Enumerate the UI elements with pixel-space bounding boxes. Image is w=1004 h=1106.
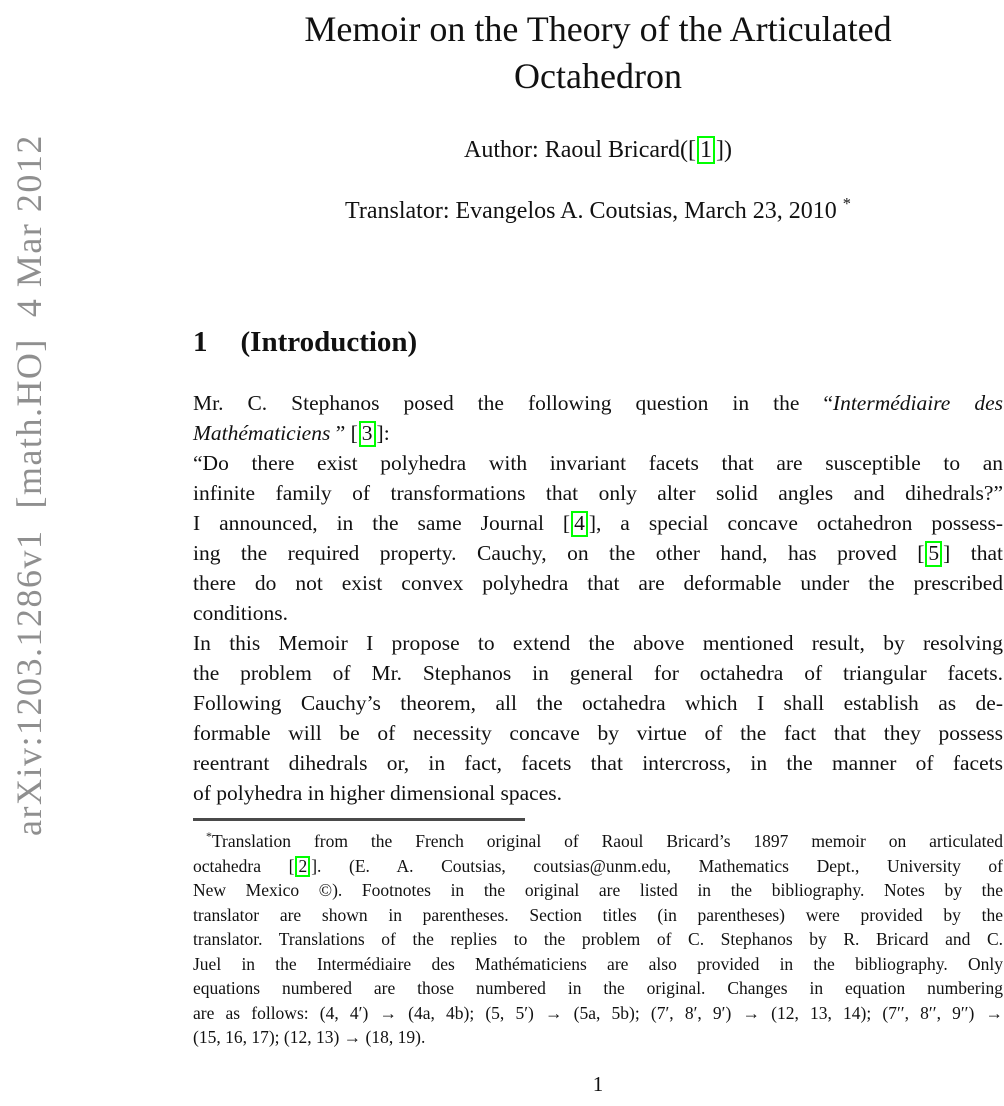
text-line — [193, 388, 1003, 418]
citation-link[interactable]: 5 — [925, 541, 942, 567]
section-number: 1 — [193, 326, 208, 358]
text-span: the problem of Mr. Stephanos in general for octahedra of triangular facets. — [193, 661, 1003, 685]
translator-line — [193, 194, 1003, 225]
text-line — [193, 952, 1003, 977]
footnote-marker: * — [206, 829, 212, 844]
italic-text: Mathématiciens — [193, 421, 331, 445]
text-line — [193, 976, 1003, 1001]
text-span: Following Cauchy’s theorem, all the octahedra which I shall establish as de- — [193, 691, 1003, 715]
text-line — [193, 878, 1003, 903]
paper-title-line-1: Memoir on the Theory of the Articulated — [304, 9, 892, 49]
text-line — [193, 829, 1003, 854]
italic-text: Intermédiaire des — [832, 391, 1003, 415]
citation-link[interactable]: 2 — [295, 856, 310, 878]
text-line — [193, 903, 1003, 928]
text-line — [193, 538, 1003, 568]
text-span: ” [ — [330, 421, 358, 445]
section-heading — [193, 325, 1003, 359]
text-line — [193, 598, 1003, 628]
text-line — [193, 478, 1003, 508]
text-span: reentrant dihedrals or, in fact, facets that intercross, in the manner of facets — [193, 751, 1003, 775]
text-span: New Mexico ©). Footnotes in the original are listed in the bibliography. Notes by the — [193, 880, 1003, 900]
text-span: ing the required property. Cauchy, on the other hand, has proved [ — [193, 541, 925, 565]
text-span: ]) — [715, 137, 732, 163]
text-line — [193, 927, 1003, 952]
text-span: ] that — [943, 541, 1004, 565]
arxiv-stamp: arXiv:1203.1286v1 [math.HO] 4 Mar 2012 — [9, 134, 49, 836]
text-span: infinite family of transformations that only alter solid angles and dihedrals?” — [193, 481, 1003, 505]
text-line — [193, 628, 1003, 658]
text-span: Mr. C. Stephanos posed the following question in the “ — [193, 391, 833, 415]
text-span: translator are shown in parentheses. Section titles (in parentheses) were provided by the — [193, 904, 1003, 925]
text-line — [193, 854, 1003, 879]
citation-link[interactable]: 1 — [697, 136, 715, 164]
text-span: of polyhedra in higher dimensional spaces. — [193, 781, 562, 805]
text-line — [193, 448, 1003, 478]
paper-title-line-2: Octahedron — [514, 56, 682, 96]
text-line — [193, 1001, 1003, 1026]
footnote-block — [193, 829, 1003, 1050]
text-span: “Do there exist polyhedra with invariant facets that are susceptible to an — [193, 451, 1003, 475]
text-line — [193, 418, 1003, 448]
text-span: I announced, in the same Journal [ — [193, 511, 571, 535]
footnote-rule — [193, 818, 525, 821]
section-title: (Introduction) — [240, 326, 418, 358]
text-span: Author: Raoul Bricard([ — [464, 137, 696, 163]
author-line — [193, 136, 1003, 164]
text-span: Translation from the French original of Raoul Bricard’s 1897 memoir on articulated — [211, 831, 1003, 851]
footnote-marker: * — [842, 194, 851, 213]
text-line — [193, 658, 1003, 688]
text-span: In this Memoir I propose to extend the above mentioned result, by resolving — [193, 631, 1003, 655]
math-expression: (15, 16, 17); (12, 13) → (18, 19). — [193, 1027, 426, 1047]
text-span: are as follows: — [193, 1002, 320, 1023]
math-expression: (4, 4′) → (4a, 4b); (5, 5′) → (5a, 5b); (7′, 8′, 9′) → (12, 13, 14); (7′′, 8′′, 9′′) → — [319, 1002, 1003, 1023]
text-span: conditions. — [193, 601, 288, 625]
text-line — [193, 688, 1003, 718]
page-content — [193, 0, 1003, 1050]
body-paragraphs — [193, 388, 1003, 808]
text-span: ], a special concave octahedron possess- — [588, 511, 1003, 535]
citation-link[interactable]: 3 — [359, 421, 376, 447]
text-span: there do not exist convex polyhedra that are deformable under the prescribed — [193, 571, 1003, 595]
text-span: ]. (E. A. Coutsias, coutsias@unm.edu, Mathematics Dept., University of — [311, 855, 1003, 876]
text-span: equations numbered are those numbered in the original. Changes in equation numbering — [193, 978, 1003, 998]
text-span: ]: — [376, 421, 390, 445]
text-span: formable will be of necessity concave by virtue of the fact that they possess — [193, 721, 1003, 745]
text-span: Translator: Evangelos A. Coutsias, March 23, 2010 — [345, 198, 843, 224]
text-span: octahedra [ — [193, 855, 295, 876]
text-line — [193, 778, 1003, 808]
page-number: 1 — [592, 1072, 604, 1096]
text-span: translator. Translations of the replies to the problem of C. Stephanos by R. Bricard and C. — [193, 929, 1003, 949]
text-line — [193, 508, 1003, 538]
text-line — [193, 718, 1003, 748]
text-span: Juel in the Intermédiaire des Mathématiciens are also provided in the bibliography. Only — [193, 953, 1003, 974]
paper-title — [193, 6, 1003, 100]
text-line — [193, 1025, 1003, 1050]
text-line — [193, 568, 1003, 598]
text-line — [193, 748, 1003, 778]
citation-link[interactable]: 4 — [571, 511, 588, 537]
